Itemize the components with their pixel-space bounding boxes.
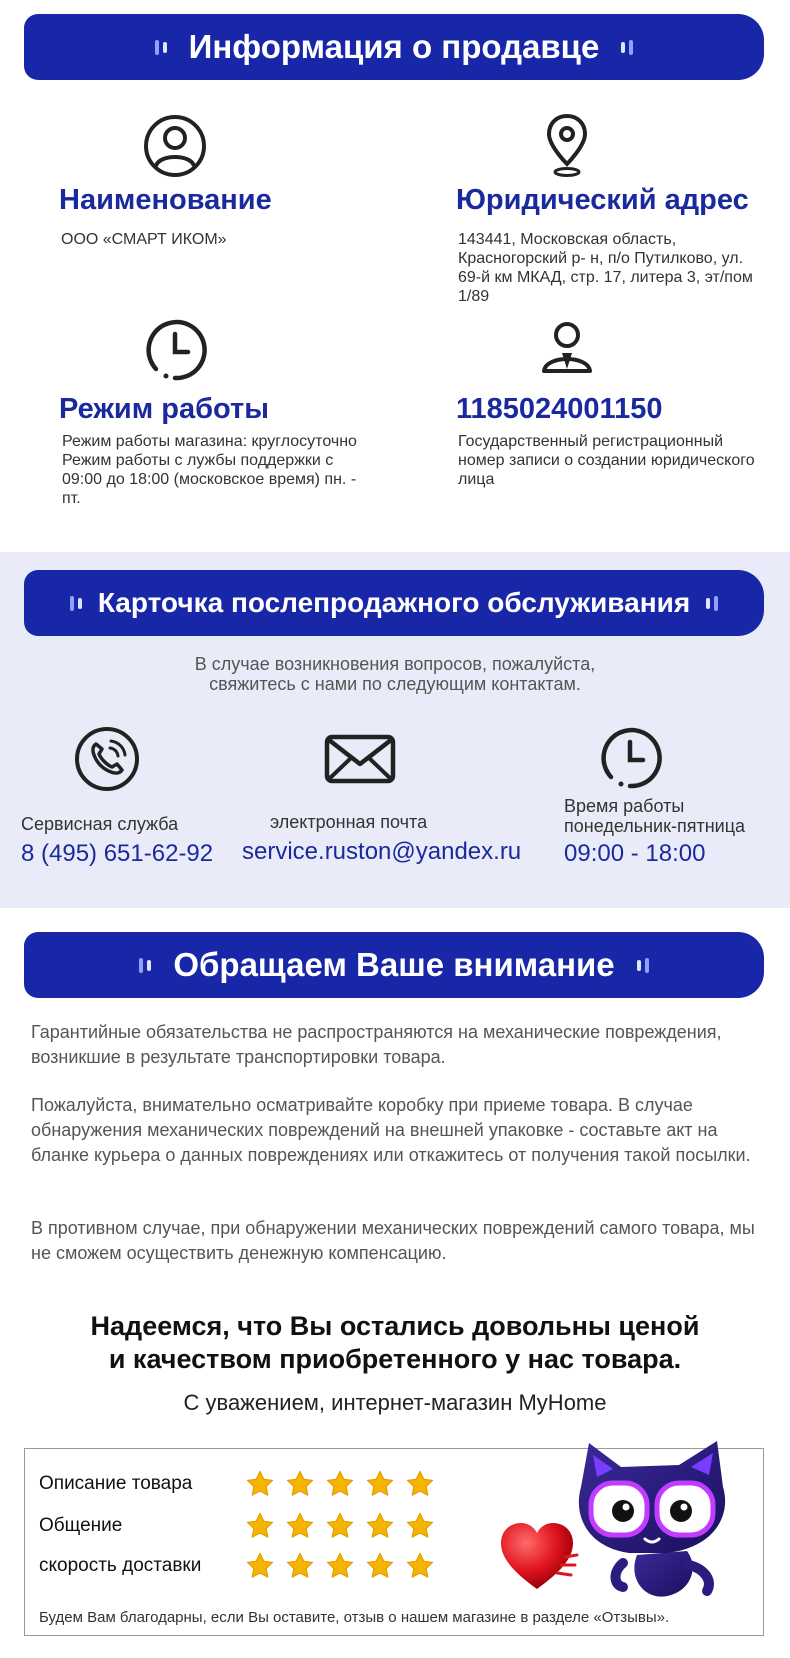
notice-paragraph-2: Пожалуйста, внимательно осматривайте коробку при приеме товара. В случае обнаружения механических повреждений на внешней упаковке - составьте акт на бланке курьера о данных повреждениях или откажитесь от получения такой посылки. xyxy=(31,1095,751,1165)
star-icon xyxy=(245,1469,275,1499)
closing-line1: Надеемся, что Вы остались довольны ценой xyxy=(90,1311,700,1341)
notice-paragraph-3: В противном случае, при обнаружении механических повреждений самого товара, мы не сможем осуществить денежную компенсацию. xyxy=(31,1218,755,1263)
rating-label-communication: Общение xyxy=(39,1515,123,1536)
support-banner-title: Карточка послепродажного обслуживания xyxy=(97,587,691,618)
rating-box xyxy=(24,1448,764,1636)
support-intro-line2: свяжитесь с нами по следующим контактам. xyxy=(209,674,581,694)
closing-message xyxy=(0,1310,790,1376)
rating-stars-delivery xyxy=(245,1551,435,1581)
seller-ogrn-title: 1185024001150 xyxy=(456,393,663,425)
star-icon xyxy=(285,1469,315,1499)
banner-deco-right xyxy=(637,958,649,973)
closing-line2: и качеством приобретенного у нас товара. xyxy=(108,1344,682,1374)
service-caption: Сервисная служба xyxy=(21,814,179,834)
email-link[interactable]: service.ruston@yandex.ru xyxy=(242,838,522,865)
phone-icon xyxy=(74,726,140,792)
rating-stars-communication xyxy=(245,1511,435,1541)
user-icon xyxy=(143,114,207,178)
service-phone-link[interactable]: 8 (495) 651-62-92 xyxy=(21,840,214,867)
banner-deco-left xyxy=(70,596,82,611)
seller-hours-text: Режим работы магазина: круглосуточно Режим работы с лужбы поддержки с 09:00 до 18:00 (московское время) пн. - пт. xyxy=(62,433,357,507)
star-icon xyxy=(365,1551,395,1581)
cat-mascot-icon xyxy=(567,1435,737,1605)
seller-name-text: ООО «СМАРТ ИКОМ» xyxy=(61,231,227,248)
seller-hours-title: Режим работы xyxy=(59,393,269,425)
seller-banner-title: Информация о продавце xyxy=(188,28,600,65)
banner-deco-left xyxy=(139,958,151,973)
worktime-caption-line2: понедельник-пятница xyxy=(564,816,746,836)
mail-icon xyxy=(324,734,396,784)
email-caption: электронная почта xyxy=(270,812,428,832)
rating-label-delivery: скорость доставки xyxy=(39,1555,202,1576)
star-icon xyxy=(405,1511,435,1541)
support-intro xyxy=(0,654,790,694)
star-icon xyxy=(245,1511,275,1541)
seller-banner xyxy=(24,14,764,80)
location-pin-icon xyxy=(544,112,590,178)
star-icon xyxy=(405,1551,435,1581)
rating-footer-note: Будем Вам благодарны, если Вы оставите, отзыв о нашем магазине в разделе «Отзывы». xyxy=(39,1609,670,1626)
star-icon xyxy=(365,1511,395,1541)
registration-person-icon xyxy=(540,321,594,379)
star-icon xyxy=(325,1551,355,1581)
rating-stars-description xyxy=(245,1469,435,1499)
worktime-clock-icon xyxy=(597,725,663,791)
seller-name-title: Наименование xyxy=(59,184,272,216)
star-icon xyxy=(325,1469,355,1499)
star-icon xyxy=(285,1551,315,1581)
support-intro-line1: В случае возникновения вопросов, пожалуйста, xyxy=(194,654,596,674)
star-icon xyxy=(365,1469,395,1499)
notice-paragraph-1: Гарантийные обязательства не распространяются на механические повреждения, возникшие в результате транспортировки товара. xyxy=(31,1022,722,1067)
seller-address-text: 143441, Московская область, Красногорский р- н, п/о Путилково, ул. 69-й км МКАД, стр. 17, литера 3, эт/пом 1/89 xyxy=(458,231,753,305)
closing-signature: С уважением, интернет-магазин MyHome xyxy=(183,1390,607,1415)
banner-deco-right xyxy=(621,40,633,55)
worktime-value: 09:00 - 18:00 xyxy=(564,840,706,867)
banner-deco-left xyxy=(155,40,167,55)
star-icon xyxy=(405,1469,435,1499)
seller-ogrn-text: Государственный регистрационный номер записи о создании юридического лица xyxy=(458,433,755,488)
banner-deco-right xyxy=(706,596,718,611)
worktime-caption-line1: Время работы xyxy=(564,796,685,816)
worktime-caption xyxy=(564,796,745,836)
star-icon xyxy=(285,1511,315,1541)
seller-address-title: Юридический адрес xyxy=(456,184,749,216)
star-icon xyxy=(245,1551,275,1581)
notice-banner xyxy=(24,932,764,998)
support-banner xyxy=(24,570,764,636)
notice-banner-title: Обращаем Ваше внимание xyxy=(173,946,615,983)
star-icon xyxy=(325,1511,355,1541)
rating-label-description: Описание товара xyxy=(39,1473,193,1494)
clock-icon xyxy=(142,317,208,383)
